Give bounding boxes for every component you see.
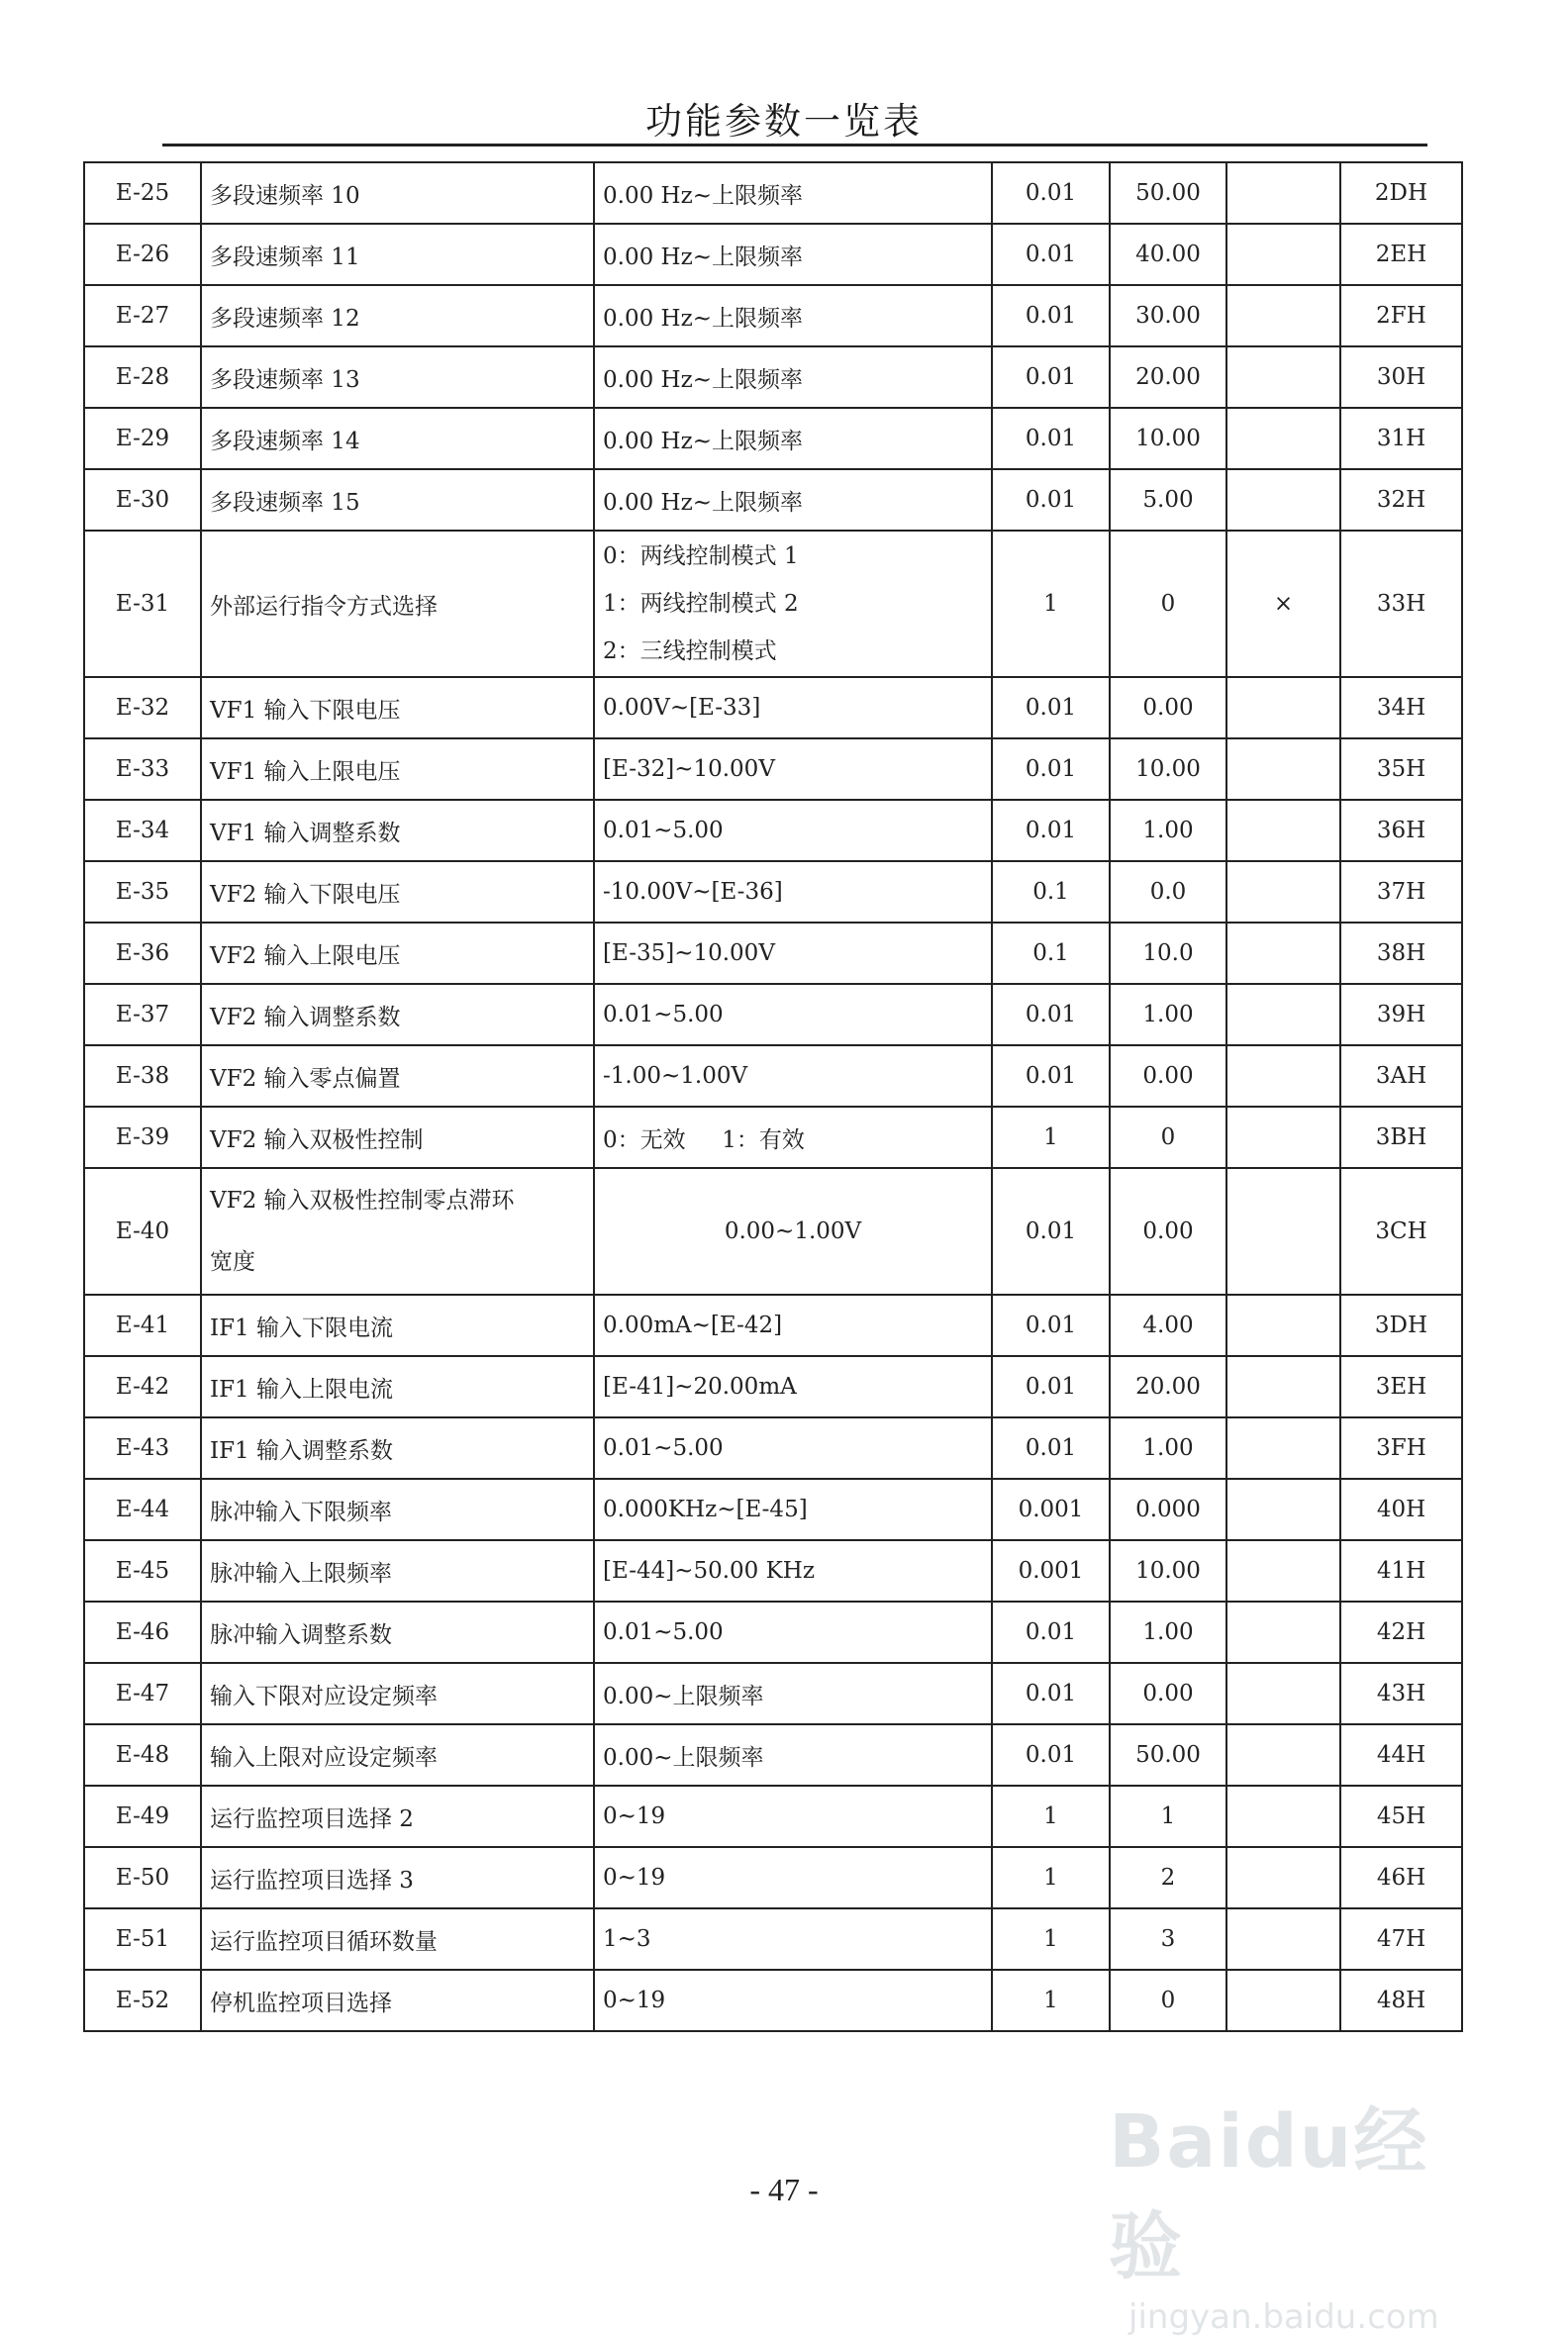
parameter-table — [83, 161, 1463, 2032]
table-row — [84, 162, 1462, 224]
param-default-cell: 1.00 — [1110, 1602, 1226, 1663]
param-range-cell: -1.00~1.00V — [594, 1045, 992, 1107]
page-number: - 47 - — [749, 2172, 819, 2207]
param-change-cell — [1226, 1540, 1340, 1602]
param-code-cell: E-25 — [84, 162, 201, 224]
param-default-cell: 2 — [1110, 1847, 1226, 1908]
param-code-cell: E-45 — [84, 1540, 201, 1602]
param-address-cell: 36H — [1340, 800, 1462, 861]
table-row — [84, 1908, 1462, 1970]
param-change-cell — [1226, 285, 1340, 346]
param-name-cell: VF1 输入调整系数 — [201, 800, 594, 861]
param-range-cell: 0.000KHz~[E-45] — [594, 1479, 992, 1540]
param-code-cell: E-31 — [84, 531, 201, 677]
table-row — [84, 1602, 1462, 1663]
param-code-cell: E-28 — [84, 346, 201, 408]
param-name-cell: VF2 输入下限电压 — [201, 861, 594, 923]
param-change-cell — [1226, 224, 1340, 285]
param-code-cell: E-40 — [84, 1168, 201, 1295]
param-code-cell: E-29 — [84, 408, 201, 469]
param-unit-cell: 0.01 — [992, 800, 1110, 861]
baidu-jingyan-watermark — [1109, 2084, 1495, 2337]
param-range-cell: 0.00 Hz~上限频率 — [594, 408, 992, 469]
param-change-cell — [1226, 984, 1340, 1045]
param-address-cell: 34H — [1340, 677, 1462, 738]
param-range-option: 2：三线控制模式 — [603, 638, 777, 664]
table-row — [84, 800, 1462, 861]
param-range-cell — [594, 531, 992, 677]
param-name-line: 宽度 — [210, 1249, 255, 1275]
param-default-cell: 5.00 — [1110, 469, 1226, 531]
param-range-cell: 0~19 — [594, 1786, 992, 1847]
param-name-cell: 脉冲输入下限频率 — [201, 1479, 594, 1540]
param-unit-cell: 1 — [992, 1107, 1110, 1168]
param-default-cell: 0.00 — [1110, 1168, 1226, 1295]
param-unit-cell: 0.1 — [992, 923, 1110, 984]
param-default-cell: 20.00 — [1110, 346, 1226, 408]
param-unit-cell: 1 — [992, 1970, 1110, 2031]
param-default-cell: 1.00 — [1110, 800, 1226, 861]
param-change-cell — [1226, 469, 1340, 531]
param-address-cell: 38H — [1340, 923, 1462, 984]
param-name-cell: 多段速频率 13 — [201, 346, 594, 408]
table-row — [84, 923, 1462, 984]
param-name-cell: 多段速频率 12 — [201, 285, 594, 346]
param-default-cell: 0.000 — [1110, 1479, 1226, 1540]
param-change-cell — [1226, 162, 1340, 224]
param-default-cell: 10.0 — [1110, 923, 1226, 984]
param-default-cell: 1.00 — [1110, 984, 1226, 1045]
param-range-cell: [E-44]~50.00 KHz — [594, 1540, 992, 1602]
param-name-cell: 停机监控项目选择 — [201, 1970, 594, 2031]
table-row — [84, 531, 1462, 677]
param-change-cell — [1226, 1663, 1340, 1724]
param-change-cell — [1226, 1295, 1340, 1356]
param-name-cell: 多段速频率 11 — [201, 224, 594, 285]
param-change-cell — [1226, 923, 1340, 984]
param-range-cell: 0.00 Hz~上限频率 — [594, 162, 992, 224]
param-unit-cell: 0.01 — [992, 984, 1110, 1045]
param-code-cell: E-33 — [84, 738, 201, 800]
param-name-cell: 脉冲输入调整系数 — [201, 1602, 594, 1663]
param-default-cell: 1 — [1110, 1786, 1226, 1847]
param-name-cell: 运行监控项目选择 3 — [201, 1847, 594, 1908]
param-change-cell — [1226, 1786, 1340, 1847]
table-row — [84, 738, 1462, 800]
param-change-cell — [1226, 1602, 1340, 1663]
param-code-cell: E-27 — [84, 285, 201, 346]
param-address-cell: 43H — [1340, 1663, 1462, 1724]
table-row — [84, 1663, 1462, 1724]
param-name-cell: VF2 输入上限电压 — [201, 923, 594, 984]
param-unit-cell: 0.01 — [992, 162, 1110, 224]
param-code-cell: E-46 — [84, 1602, 201, 1663]
param-unit-cell: 0.01 — [992, 1724, 1110, 1786]
table-row — [84, 285, 1462, 346]
param-code-cell: E-47 — [84, 1663, 201, 1724]
param-unit-cell: 0.01 — [992, 1168, 1110, 1295]
param-address-cell: 3FH — [1340, 1417, 1462, 1479]
param-default-cell: 10.00 — [1110, 1540, 1226, 1602]
parameter-table-body — [84, 162, 1462, 2031]
param-change-cell — [1226, 1724, 1340, 1786]
param-range-cell: 0.00V~[E-33] — [594, 677, 992, 738]
param-name-cell: VF2 输入调整系数 — [201, 984, 594, 1045]
param-code-cell: E-38 — [84, 1045, 201, 1107]
param-address-cell: 2DH — [1340, 162, 1462, 224]
param-unit-cell: 0.01 — [992, 469, 1110, 531]
param-range-cell: 0~19 — [594, 1970, 992, 2031]
table-row — [84, 677, 1462, 738]
param-range-cell: 0.01~5.00 — [594, 800, 992, 861]
param-address-cell: 31H — [1340, 408, 1462, 469]
param-unit-cell: 0.01 — [992, 1295, 1110, 1356]
table-row — [84, 1724, 1462, 1786]
param-address-cell: 37H — [1340, 861, 1462, 923]
table-row — [84, 1786, 1462, 1847]
param-name-cell: IF1 输入上限电流 — [201, 1356, 594, 1417]
param-address-cell: 3CH — [1340, 1168, 1462, 1295]
param-unit-cell: 1 — [992, 1786, 1110, 1847]
param-change-cell — [1226, 1168, 1340, 1295]
table-row — [84, 1168, 1462, 1295]
param-address-cell: 45H — [1340, 1786, 1462, 1847]
param-name-cell: 输入下限对应设定频率 — [201, 1663, 594, 1724]
param-name-cell: 运行监控项目循环数量 — [201, 1908, 594, 1970]
param-unit-cell: 0.01 — [992, 1417, 1110, 1479]
param-address-cell: 48H — [1340, 1970, 1462, 2031]
param-unit-cell: 1 — [992, 531, 1110, 677]
param-code-cell: E-30 — [84, 469, 201, 531]
table-row — [84, 1356, 1462, 1417]
param-code-cell: E-50 — [84, 1847, 201, 1908]
param-unit-cell: 0.01 — [992, 738, 1110, 800]
param-change-cell — [1226, 677, 1340, 738]
param-name-cell: 多段速频率 15 — [201, 469, 594, 531]
param-range-cell: 0.00~1.00V — [594, 1168, 992, 1295]
param-range-cell: 0.00~上限频率 — [594, 1663, 992, 1724]
param-name-cell: IF1 输入下限电流 — [201, 1295, 594, 1356]
param-unit-cell: 1 — [992, 1908, 1110, 1970]
param-name-cell: 多段速频率 14 — [201, 408, 594, 469]
table-row — [84, 224, 1462, 285]
param-address-cell: 3DH — [1340, 1295, 1462, 1356]
table-row — [84, 861, 1462, 923]
param-unit-cell: 0.01 — [992, 408, 1110, 469]
param-code-cell: E-44 — [84, 1479, 201, 1540]
param-range-cell: [E-41]~20.00mA — [594, 1356, 992, 1417]
table-row — [84, 1970, 1462, 2031]
title-rule — [162, 144, 1427, 146]
table-row — [84, 1479, 1462, 1540]
param-code-cell: E-36 — [84, 923, 201, 984]
param-change-cell — [1226, 738, 1340, 800]
table-row — [84, 1295, 1462, 1356]
param-code-cell: E-26 — [84, 224, 201, 285]
param-name-cell — [201, 1168, 594, 1295]
param-default-cell: 50.00 — [1110, 1724, 1226, 1786]
param-address-cell: 40H — [1340, 1479, 1462, 1540]
param-code-cell: E-32 — [84, 677, 201, 738]
param-change-cell — [1226, 1356, 1340, 1417]
table-row — [84, 1417, 1462, 1479]
param-change-cell — [1226, 1847, 1340, 1908]
param-default-cell: 4.00 — [1110, 1295, 1226, 1356]
param-address-cell: 33H — [1340, 531, 1462, 677]
param-range-option: 1：两线控制模式 2 — [603, 591, 799, 617]
table-row — [84, 469, 1462, 531]
param-range-cell: -10.00V~[E-36] — [594, 861, 992, 923]
param-default-cell: 40.00 — [1110, 224, 1226, 285]
param-change-cell — [1226, 861, 1340, 923]
param-name-line: VF2 输入双极性控制零点滞环 — [210, 1188, 515, 1214]
param-name-cell: 多段速频率 10 — [201, 162, 594, 224]
param-unit-cell: 0.01 — [992, 1045, 1110, 1107]
table-row — [84, 346, 1462, 408]
param-default-cell: 0.0 — [1110, 861, 1226, 923]
param-unit-cell: 0.001 — [992, 1479, 1110, 1540]
param-code-cell: E-52 — [84, 1970, 201, 2031]
param-range-cell: 0~19 — [594, 1847, 992, 1908]
param-default-cell: 0.00 — [1110, 1663, 1226, 1724]
param-name-cell: 运行监控项目选择 2 — [201, 1786, 594, 1847]
param-unit-cell: 0.1 — [992, 861, 1110, 923]
param-change-cell — [1226, 800, 1340, 861]
param-unit-cell: 0.001 — [992, 1540, 1110, 1602]
param-address-cell: 3BH — [1340, 1107, 1462, 1168]
param-default-cell: 1.00 — [1110, 1417, 1226, 1479]
param-change-cell — [1226, 1479, 1340, 1540]
param-address-cell: 3EH — [1340, 1356, 1462, 1417]
param-change-cell — [1226, 1417, 1340, 1479]
param-name-cell: 外部运行指令方式选择 — [201, 531, 594, 677]
watermark-url: jingyan.baidu.com — [1128, 2297, 1439, 2337]
param-name-cell: VF1 输入上限电压 — [201, 738, 594, 800]
param-address-cell: 2EH — [1340, 224, 1462, 285]
param-change-cell: × — [1226, 531, 1340, 677]
param-default-cell: 0.00 — [1110, 677, 1226, 738]
param-address-cell: 47H — [1340, 1908, 1462, 1970]
param-unit-cell: 0.01 — [992, 1602, 1110, 1663]
param-range-cell: 0.01~5.00 — [594, 1602, 992, 1663]
param-change-cell — [1226, 1908, 1340, 1970]
param-change-cell — [1226, 1107, 1340, 1168]
param-default-cell: 20.00 — [1110, 1356, 1226, 1417]
param-change-cell — [1226, 1970, 1340, 2031]
param-range-option: 0：两线控制模式 1 — [603, 543, 799, 569]
param-address-cell: 2FH — [1340, 285, 1462, 346]
table-row — [84, 1847, 1462, 1908]
table-row — [84, 1540, 1462, 1602]
param-range-cell: 0.00mA~[E-42] — [594, 1295, 992, 1356]
param-default-cell: 0.00 — [1110, 1045, 1226, 1107]
param-range-cell: 0：无效 1：有效 — [594, 1107, 992, 1168]
param-range-cell: 0.00~上限频率 — [594, 1724, 992, 1786]
param-name-cell: VF2 输入双极性控制 — [201, 1107, 594, 1168]
param-default-cell: 50.00 — [1110, 162, 1226, 224]
table-row — [84, 984, 1462, 1045]
param-code-cell: E-39 — [84, 1107, 201, 1168]
param-address-cell: 46H — [1340, 1847, 1462, 1908]
param-range-cell: 0.01~5.00 — [594, 984, 992, 1045]
param-range-cell: [E-35]~10.00V — [594, 923, 992, 984]
param-name-cell: IF1 输入调整系数 — [201, 1417, 594, 1479]
param-code-cell: E-49 — [84, 1786, 201, 1847]
param-default-cell: 0 — [1110, 531, 1226, 677]
param-range-cell: 0.01~5.00 — [594, 1417, 992, 1479]
param-default-cell: 0 — [1110, 1970, 1226, 2031]
param-range-cell: 0.00 Hz~上限频率 — [594, 285, 992, 346]
param-unit-cell: 0.01 — [992, 285, 1110, 346]
param-name-cell: 输入上限对应设定频率 — [201, 1724, 594, 1786]
param-unit-cell: 0.01 — [992, 1663, 1110, 1724]
param-range-cell: 0.00 Hz~上限频率 — [594, 224, 992, 285]
param-code-cell: E-35 — [84, 861, 201, 923]
param-address-cell: 30H — [1340, 346, 1462, 408]
param-address-cell: 3AH — [1340, 1045, 1462, 1107]
param-address-cell: 41H — [1340, 1540, 1462, 1602]
param-code-cell: E-48 — [84, 1724, 201, 1786]
param-change-cell — [1226, 408, 1340, 469]
param-code-cell: E-51 — [84, 1908, 201, 1970]
param-change-cell — [1226, 346, 1340, 408]
param-address-cell: 42H — [1340, 1602, 1462, 1663]
table-row — [84, 1107, 1462, 1168]
watermark-brand: Baidu经验 — [1109, 2099, 1429, 2289]
param-address-cell: 39H — [1340, 984, 1462, 1045]
param-range-cell: [E-32]~10.00V — [594, 738, 992, 800]
param-unit-cell: 0.01 — [992, 224, 1110, 285]
param-default-cell: 0 — [1110, 1107, 1226, 1168]
param-unit-cell: 0.01 — [992, 1356, 1110, 1417]
param-code-cell: E-34 — [84, 800, 201, 861]
param-range-cell: 0.00 Hz~上限频率 — [594, 469, 992, 531]
param-code-cell: E-42 — [84, 1356, 201, 1417]
param-range-cell: 0.00 Hz~上限频率 — [594, 346, 992, 408]
param-default-cell: 3 — [1110, 1908, 1226, 1970]
page-title: 功能参数一览表 — [645, 100, 923, 143]
param-code-cell: E-37 — [84, 984, 201, 1045]
param-default-cell: 10.00 — [1110, 738, 1226, 800]
table-row — [84, 1045, 1462, 1107]
param-unit-cell: 0.01 — [992, 677, 1110, 738]
param-code-cell: E-41 — [84, 1295, 201, 1356]
param-default-cell: 30.00 — [1110, 285, 1226, 346]
param-unit-cell: 0.01 — [992, 346, 1110, 408]
param-name-cell: VF1 输入下限电压 — [201, 677, 594, 738]
param-address-cell: 44H — [1340, 1724, 1462, 1786]
param-address-cell: 32H — [1340, 469, 1462, 531]
param-unit-cell: 1 — [992, 1847, 1110, 1908]
param-address-cell: 35H — [1340, 738, 1462, 800]
param-code-cell: E-43 — [84, 1417, 201, 1479]
param-name-cell: VF2 输入零点偏置 — [201, 1045, 594, 1107]
param-name-cell: 脉冲输入上限频率 — [201, 1540, 594, 1602]
table-row — [84, 408, 1462, 469]
param-change-cell — [1226, 1045, 1340, 1107]
param-range-cell: 1~3 — [594, 1908, 992, 1970]
param-default-cell: 10.00 — [1110, 408, 1226, 469]
